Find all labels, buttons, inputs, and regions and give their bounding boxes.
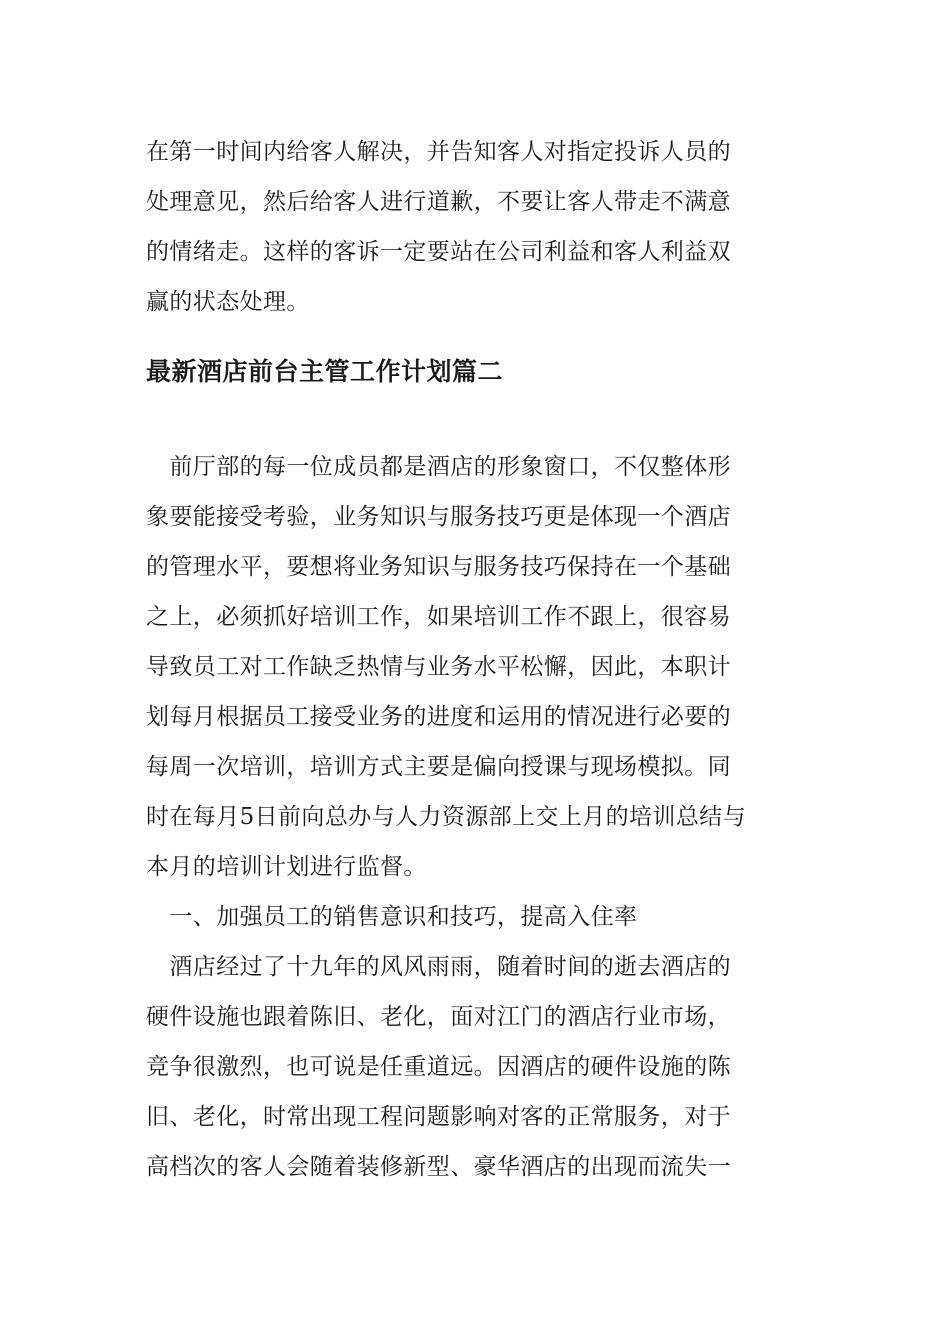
paragraph-line: 前厅部的每一位成员都是酒店的形象窗口，不仅整体形: [146, 454, 731, 480]
paragraph-training: [146, 442, 806, 1192]
paragraph-line: 酒店经过了十九年的风风雨雨，随着时间的逝去酒店的: [146, 954, 731, 980]
paragraph-line: 在第一时间内给客人解决，并告知客人对指定投诉人员的: [146, 139, 731, 165]
paragraph-line: 旧、老化，时常出现工程问题影响对客的正常服务，对于: [146, 1104, 731, 1130]
paragraph-complaint-handling: [146, 127, 806, 327]
paragraph-line: 划每月根据员工接受业务的进度和运用的情况进行必要的: [146, 704, 731, 730]
paragraph-line: 本月的培训计划进行监督。: [146, 854, 427, 880]
paragraph-line: 之上，必须抓好培训工作，如果培训工作不跟上，很容易: [146, 604, 731, 630]
paragraph-line: 的情绪走。这样的客诉一定要站在公司利益和客人利益双: [146, 239, 731, 265]
paragraph-line: 时在每月5日前向总办与人力资源部上交上月的培训总结与: [146, 804, 747, 830]
paragraph-line: 赢的状态处理。: [146, 289, 310, 315]
paragraph-line: 每周一次培训，培训方式主要是偏向授课与现场模拟。同: [146, 754, 731, 780]
paragraph-line: 象要能接受考验，业务知识与服务技巧更是体现一个酒店: [146, 504, 731, 530]
paragraph-line: 的管理水平，要想将业务知识与服务技巧保持在一个基础: [146, 554, 731, 580]
section-heading: 最新酒店前台主管工作计划篇二: [146, 357, 504, 386]
paragraph-line: 导致员工对工作缺乏热情与业务水平松懈，因此，本职计: [146, 654, 731, 680]
subsection-title: 一、加强员工的销售意识和技巧，提高入住率: [146, 904, 638, 930]
paragraph-line: 处理意见，然后给客人进行道歉，不要让客人带走不满意: [146, 189, 731, 215]
paragraph-line: 硬件设施也跟着陈旧、老化，面对江门的酒店行业市场，: [146, 1004, 731, 1030]
paragraph-line: 竞争很激烈，也可说是任重道远。因酒店的硬件设施的陈: [146, 1054, 731, 1080]
paragraph-line: 高档次的客人会随着装修新型、豪华酒店的出现而流失一: [146, 1154, 731, 1180]
